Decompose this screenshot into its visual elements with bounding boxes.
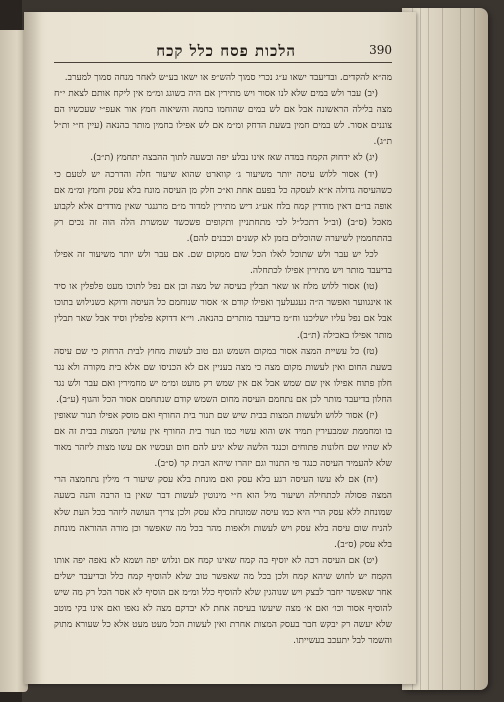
paragraph: מה״א להקדים. ובדיעבד ישאו ע״ג נכרי סמוך להש״פ או ישאו בע״ש לאחר מנחה סמוך למערב.	[64, 73, 392, 83]
paragraph: (טו) אסור ללוש מלח או שאר תבלין בעיסה של מצה ובן אם נפל לתוכו מעט פלפלין או סיד או אינגווער ואפשר ה״ה נעגעלעך ואפילו קודם א׳ אסור שנוחמם כל העיסה ודוקא כשנילוש בתוכו אבל אם נפל עליו ישליכנו וח״מ בדיעבד מותרים בהנאה. וי״א דדוקא פלפלין וסיד אבל שאר תבלין מותר אפילו באכילה (ת״ב).	[54, 282, 392, 341]
paragraph: (יט) אם העיסה רכה לא יוסיף בה קמח שאינו קמח אם ונלוש יפה ושמא לא נאפה יפה אותו הקמח יש לחוש שיהא קמח ולכן בכל מה שאפשר טוב שלא להוסיף קמח כלל ובדיעבד ישלים אחר שאפשר יחבר לבצק ויש שנוהגין שלא להוסיף כלל ומ״מ אם הוסיף לא אסר הכל רק מה שיש להוסיף אסור וכו׳ ואם א׳ מצה שיעשו בעיסה אחת לא יבדקם מצה לא נאפו ואם אינו בקי מוטב שלא יעשה רק יבקש חבר בעסק המצות אחרת ואין לעשות הכל מעט מעט אלא כל שעורא מתוק והשמר לבל יתעכב בעשייתו.	[54, 555, 392, 647]
paragraph: (טז) כל עשיית המצה אסור במקום השמש וגם טוב לעשות מחוץ לבית הרחוק כי שם עיסה בשעת החום ואין לעשות מקום מצה כי מצה בעניין אם לא הכניסו שם אלא בית מקורה ולא נגד חלון פתוח אפילו אין שם שמש אבל אם אין שמש רק מועט ומ״מ יש מחמירין ואם עבר ולש נגד החלון בדיעבד מותר לכן אם נתחמם העיסה מחום השמש קודם שנתחמם אסור הכל והגוף (ע״ב).	[54, 346, 392, 405]
paragraph: (יד) אסור ללוש עיסה יותר משיעור ג׳ קווארט שהוא שיעור חלה והדרכה יש לטעם כי כשהעיסה גדולה א״א לעסקה כל בפעם אחת וא״כ חלק מן העיסה מונח בלא עסק וחמץ ומ״מ אם אופה בו״ם דאין מודדין קמח בלח אע״ג דיש מתירין למדוד מ״ם מרגנגר שאין מודדים אלא לקבוע מאכל (ס״ב) (וב״ל דתכל״ל לכי מתחתניין ותקופים פשכשד שמשרת הלה הוה זה נכים רק בהתחממין לשיערה שהוכלים בזמן לא קשנים וכבנים להם).	[54, 169, 392, 244]
gutter-shadow	[24, 12, 42, 684]
paragraph: (יח) אם לא עשו העיסה רגע בלא עסק ואם מונחת בלא עסק שיעור ד׳ מילין נתחמצה הרי המצה פסולה לכתחילה ושיעור מיל הוא ח״י מינוטין לעשות דבר שאין בו הרבה והנה בשעה שמונחת ללא עסק הרי היא כמו עיסה שמונחת בלא עסק ולכן צריך העושה ליזהר בכל העת שלא להניח שום עיסה בלא עסק ויש לעשות ולאפות מהר בכל מה שאפשר וכן מורה ההוראה מונחת בלא עסק (ס״ב).	[54, 475, 392, 550]
page-number: 390	[369, 43, 392, 57]
paragraph: (יז) אסור ללוש ולעשות המצות בבית שיש שם תנור בית החורף ואם מוסק אפילו תנור שאופין בו ומחממת שמבעירין תמיד אש והוא עשוי כמו תנור בית החורף אין עושין המצות בבית זה אם לא שהיו שם חלונות פתוחים וכנגד הלשה שלא יגיע להם חום ועכשיו אם עשו מצות ליזהר מאוד שלא להעמיד העיסה כנגד פי התנור וגם יזהרו שיהא הבית קר (ס״ב).	[54, 410, 392, 470]
page-edge-line	[428, 8, 429, 690]
page-body	[54, 70, 392, 649]
page-edge-line	[442, 8, 443, 690]
page-edge-line	[474, 8, 475, 690]
page-header	[54, 42, 392, 63]
paragraph: (יב) עבר ולש במים שלא לנו אסור ויש מתירין אם היה בשוגג ומ״מ אין ליקח אותם לצאת י״ח מצה בלילה הראשונה אבל אם לש במים שהוחמו בחמה והשיאוה חמץ אור אעפ״י שעכשיו הם צוננים אסור. לש במים חמין בשעת הדחק ומ״מ אם לש אפילו בחמין מותר בהנאה (עיין ח״י ות״ל ת״ג).	[54, 89, 392, 148]
paragraph: (יג) לא ידחוק הקמח במדה שאז אינו נבלע יפה ובשעה לתוך ההבצה יתחמץ (ת״ב).	[90, 153, 378, 164]
paragraph: לכל יש עבר ולש שתוכל לאלו הכל שום ממקום שם. אם עבר ולש יותר משיעור זה אפילו בדיעבד מותר ויש מתירין אפילו לכתחלה.	[54, 250, 392, 277]
page-edge-line	[420, 8, 421, 690]
page-title: הלכות פסח כלל קכח	[156, 42, 296, 60]
page-edge-line	[460, 8, 461, 690]
